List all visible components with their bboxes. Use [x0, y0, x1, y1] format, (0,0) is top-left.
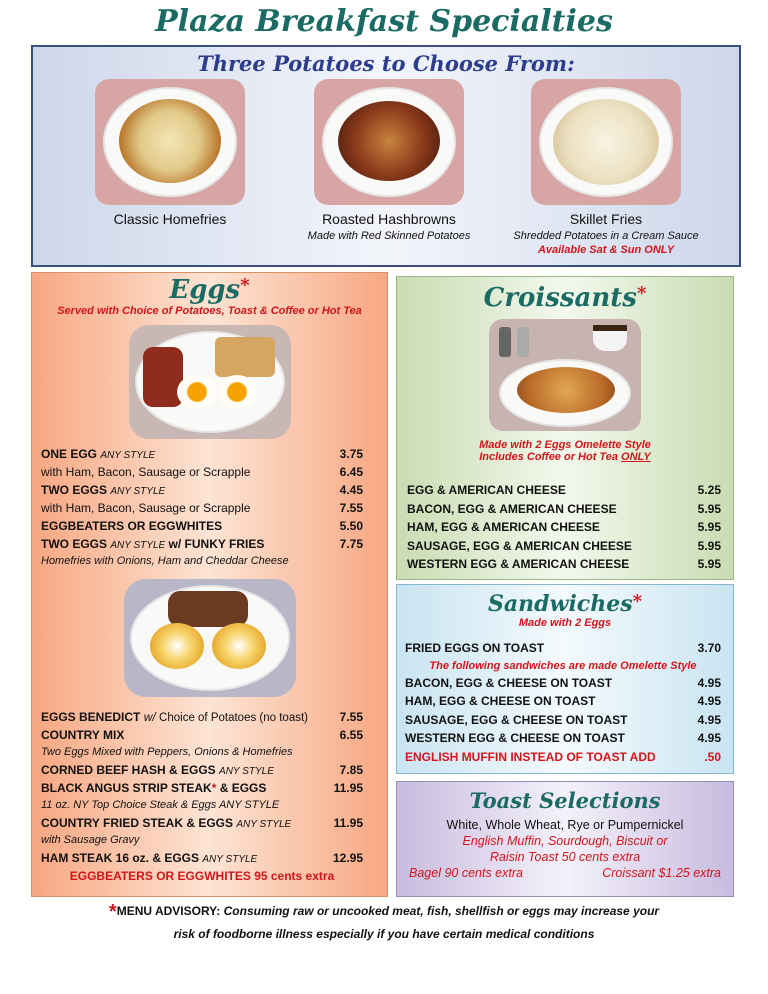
croissants-note-2: Includes Coffee or Hot Tea ONLY [479, 451, 651, 463]
menu-item: TWO EGGS ANY STYLE 4.45 [41, 483, 363, 497]
menu-item: CORNED BEEF HASH & EGGS ANY STYLE 7.85 [41, 763, 363, 777]
menu-item: HAM, EGG & CHEESE ON TOAST 4.95 [405, 694, 721, 708]
menu-item: ONE EGG ANY STYLE 3.75 [41, 447, 363, 461]
menu-item: BLACK ANGUS STRIP STEAK* & EGGS 11.95 [41, 781, 363, 795]
toast-line-3: Raisin Toast 50 cents extra [489, 850, 641, 864]
item-description: Homefries with Onions, Ham and Cheddar Cheese [41, 555, 289, 567]
eggs-footer-note: EGGBEATERS OR EGGWHITES 95 cents extra [69, 869, 335, 883]
menu-item: WESTERN EGG & AMERICAN CHEESE 5.95 [407, 557, 721, 571]
menu-item: COUNTRY MIX 6.55 [41, 728, 363, 742]
toast-line-1: White, Whole Wheat, Rye or Pumpernickel [446, 818, 684, 832]
hashbrowns-photo [314, 79, 464, 205]
eggs-benedict-photo [124, 579, 296, 697]
menu-item: COUNTRY FRIED STEAK & EGGS ANY STYLE 11.95 [41, 816, 363, 830]
menu-item: SAUSAGE, EGG & AMERICAN CHEESE 5.95 [407, 538, 721, 553]
potato-item-homefries [55, 79, 285, 227]
menu-item: FRIED EGGS ON TOAST 3.70 [405, 641, 721, 655]
toast-extras [397, 866, 733, 884]
eggs-note: Served with Choice of Potatoes, Toast & Coffee or Hot Tea [57, 305, 362, 317]
menu-item: TWO EGGS ANY STYLE w/ FUNKY FRIES 7.75 [41, 537, 363, 551]
menu-advisory: *MENU ADVISORY: Consuming raw or uncooked meat, fish, shellfish or eggs may increase your risk of foodborne illness especially if you have certain medical conditions [108, 901, 660, 941]
menu-item: WESTERN EGG & CHEESE ON TOAST 4.95 [405, 731, 721, 745]
eggs-title: Eggs* [169, 275, 250, 305]
menu-item: ENGLISH MUFFIN INSTEAD OF TOAST ADD .50 [405, 749, 721, 764]
homefries-photo [95, 79, 245, 205]
croissants-title: Croissants* [483, 283, 647, 313]
potato-name: Classic Homefries [113, 211, 227, 227]
potato-name: Roasted Hashbrowns [322, 211, 456, 227]
sandwiches-title: Sandwiches* [487, 591, 642, 617]
eggs-section [31, 272, 388, 897]
item-description: Two Eggs Mixed with Peppers, Onions & Homefries [41, 746, 293, 758]
potato-description: Shredded Potatoes in a Cream Sauce [513, 230, 699, 242]
availability-note: Available Sat & Sun ONLY [537, 244, 675, 256]
potato-description: Made with Red Skinned Potatoes [307, 230, 471, 242]
item-description: with Sausage Gravy [41, 834, 140, 846]
potato-heading: Three Potatoes to Choose From: [197, 51, 575, 76]
croissants-note-1: Made with 2 Eggs Omelette Style [479, 439, 651, 451]
menu-item: HAM, EGG & AMERICAN CHEESE 5.95 [407, 520, 721, 534]
bagel-extra: Bagel 90 cents extra [409, 866, 523, 880]
croissant-photo [489, 319, 641, 431]
toast-line-2: English Muffin, Sourdough, Biscuit or [462, 834, 668, 848]
potato-item-skillet-fries [491, 79, 721, 256]
menu-item: BACON, EGG & AMERICAN CHEESE 5.95 [407, 501, 721, 516]
menu-item: EGGBEATERS OR EGGWHITES 5.50 [41, 519, 363, 533]
menu-item: BACON, EGG & CHEESE ON TOAST 4.95 [405, 675, 721, 690]
page-title: Plaza Breakfast Specialties [155, 4, 613, 39]
skillet-fries-photo [531, 79, 681, 205]
menu-item: with Ham, Bacon, Sausage or Scrapple 6.45 [41, 465, 363, 479]
potato-name: Skillet Fries [569, 211, 643, 227]
item-description: 11 oz. NY Top Choice Steak & Eggs ANY STYLE [41, 799, 280, 811]
menu-item: EGG & AMERICAN CHEESE 5.25 [407, 483, 721, 497]
menu-item: HAM STEAK 16 oz. & EGGS ANY STYLE 12.95 [41, 851, 363, 865]
sandwiches-note: Made with 2 Eggs [518, 617, 612, 629]
toast-section [396, 781, 734, 897]
sandwiches-note-2: The following sandwiches are made Omelette Style [429, 659, 697, 672]
menu-item: with Ham, Bacon, Sausage or Scrapple 7.55 [41, 501, 363, 515]
potato-item-hashbrowns [274, 79, 504, 242]
toast-title: Toast Selections [469, 788, 661, 813]
menu-item: SAUSAGE, EGG & CHEESE ON TOAST 4.95 [405, 712, 721, 727]
croissant-extra: Croissant $1.25 extra [602, 866, 721, 880]
croissants-section [396, 276, 734, 580]
menu-item: EGGS BENEDICT w/ Choice of Potatoes (no toast) 7.55 [41, 710, 363, 724]
sandwiches-section [396, 584, 734, 774]
potato-section [31, 45, 741, 267]
eggs-bacon-photo [129, 325, 291, 439]
